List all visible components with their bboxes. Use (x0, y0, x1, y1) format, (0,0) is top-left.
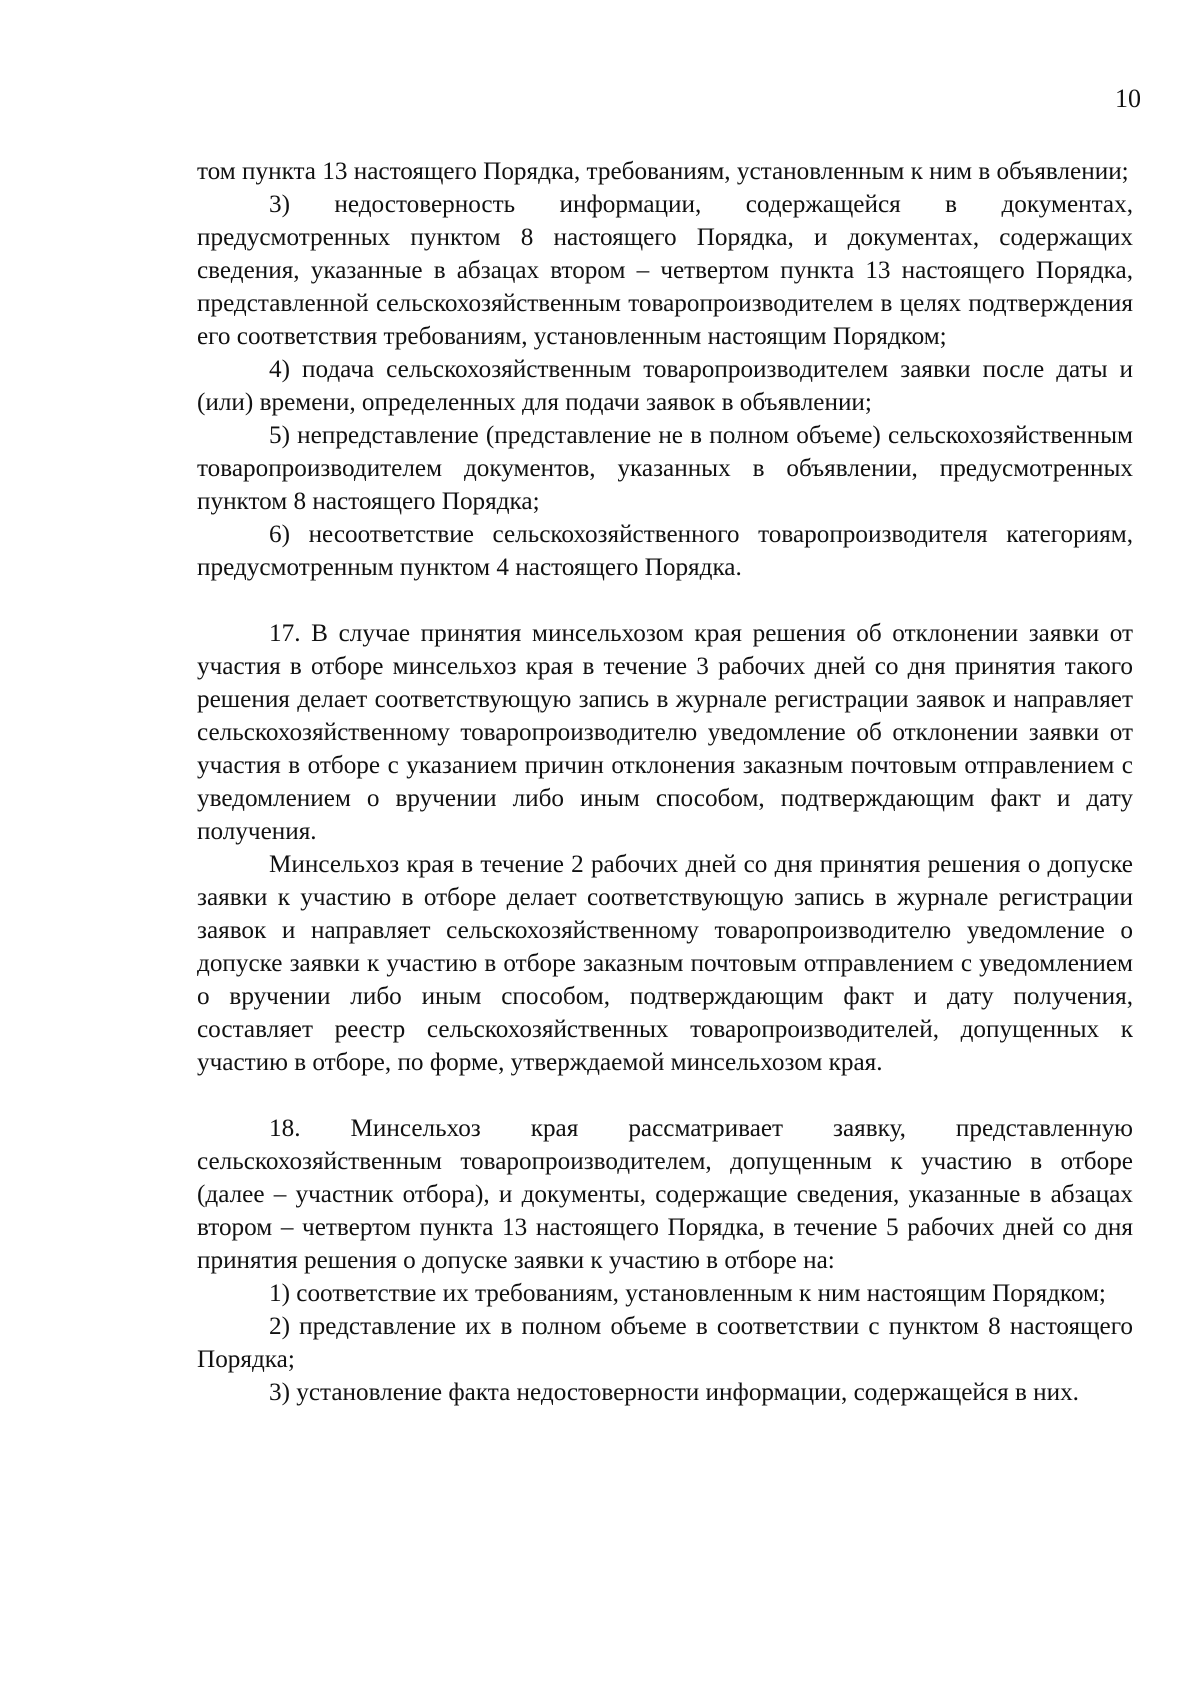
paragraph-item-4: 4) подача сельскохозяйственным товаропроизводителем заявки после даты и (или) времени, определенных для подачи заявок в объявлении; (197, 356, 1133, 416)
paragraph-continuation: том пункта 13 настоящего Порядка, требованиям, установленным к ним в объявлении; (197, 158, 1129, 185)
paragraph-item-6: 6) несоответствие сельскохозяйственного товаропроизводителя категориям, предусмотренным пунктом 4 настоящего Порядка. (197, 521, 1133, 581)
paragraph-clause-17: 17. В случае принятия минсельхозом края решения об отклонении заявки от участия в отборе минсельхоз края в течение 3 рабочих дней со дня принятия такого решения делает соответствующую запись в журнале регистрации заявок и направляет сельскохозяйственному товаропроизводителю уведомление об отклонении заявки от участия в отборе с указанием причин отклонения заказным почтовым отправлением с уведомлением о вручении либо иным способом, подтверждающим факт и дату получения. (197, 620, 1133, 845)
page-number: 10 (1115, 84, 1141, 113)
paragraph-clause-18: 18. Минсельхоз края рассматривает заявку, представленную сельскохозяйственным товаропроизводителем, допущенным к участию в отборе (далее – участник отбора), и документы, содержащие сведения, указанные в абзацах втором – четвертом пункта 13 настоящего Порядка, в течение 5 рабочих дней со дня принятия решения о допуске заявки к участию в отборе на: (197, 1115, 1133, 1274)
paragraph-clause-18-item-3: 3) установление факта недостоверности информации, содержащейся в них. (269, 1379, 1079, 1406)
paragraph-clause-18-item-1: 1) соответствие их требованиям, установленным к ним настоящим Порядком; (269, 1280, 1106, 1307)
paragraph-item-5: 5) непредставление (представление не в полном объеме) сельскохозяйственным товаропроизводителем документов, указанных в объявлении, предусмотренных пунктом 8 настоящего Порядка; (197, 422, 1133, 515)
paragraph-clause-17-second: Минсельхоз края в течение 2 рабочих дней со дня принятия решения о допуске заявки к участию в отборе делает соответствующую запись в журнале регистрации заявок и направляет сельскохозяйственному товаропроизводителю уведомление о допуске заявки к участию в отборе заказным почтовым отправлением с уведомлением о вручении либо иным способом, подтверждающим факт и дату получения, составляет реестр сельскохозяйственных товаропроизводителей, допущенных к участию в отборе, по форме, утверждаемой минсельхозом края. (197, 851, 1133, 1076)
document-body (197, 155, 1133, 1409)
paragraph-item-3: 3) недостоверность информации, содержащейся в документах, предусмотренных пунктом 8 настоящего Порядка, и документах, содержащих сведения, указанные в абзацах втором – четвертом пункта 13 настоящего Порядка, представленной сельскохозяйственным товаропроизводителем в целях подтверждения его соответствия требованиям, установленным настоящим Порядком; (197, 191, 1133, 350)
paragraph-clause-18-item-2: 2) представление их в полном объеме в соответствии с пунктом 8 настоящего Порядка; (197, 1313, 1133, 1373)
